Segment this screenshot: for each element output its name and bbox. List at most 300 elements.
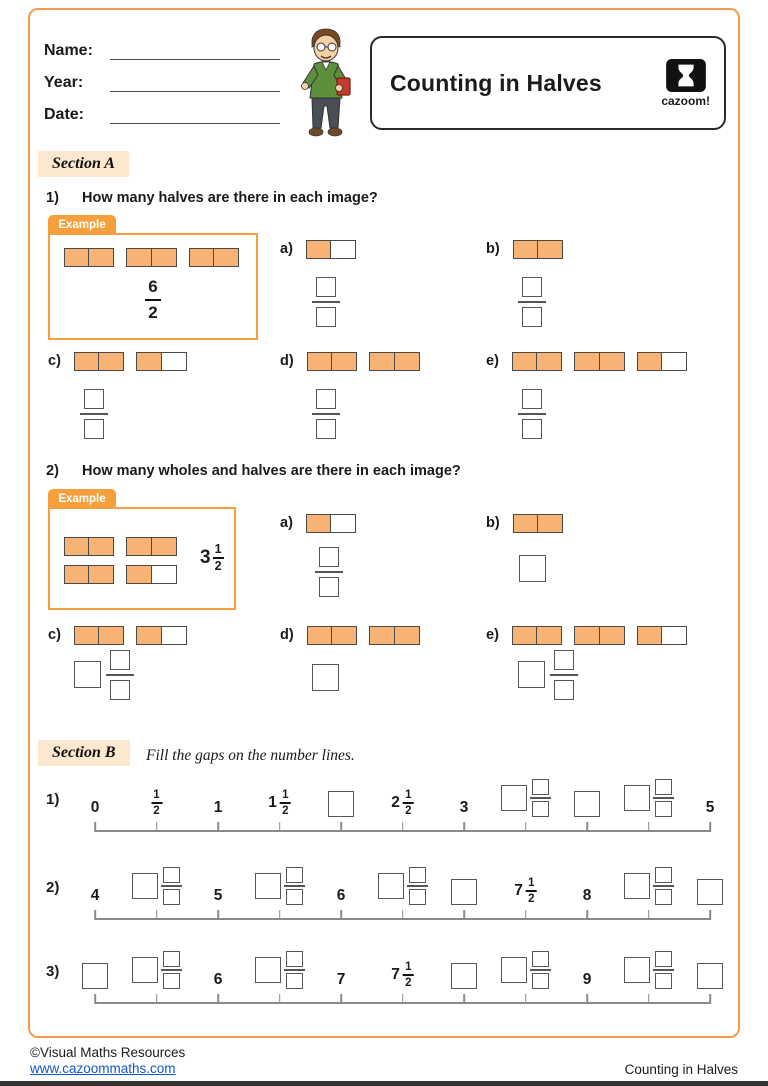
section-a-label: Section A	[38, 151, 129, 177]
fraction-label	[213, 543, 224, 573]
numerator: 1	[153, 789, 160, 802]
numberline-label	[460, 799, 469, 817]
whole-answer-box	[82, 963, 108, 989]
section-b-label: Section B	[38, 740, 130, 766]
half-bar	[64, 537, 114, 556]
fraction-line	[653, 797, 674, 799]
fraction-line	[315, 571, 343, 573]
numberline-value: 1	[213, 799, 223, 816]
item-label-e: e)	[486, 627, 499, 643]
half-cell-filled	[136, 626, 162, 645]
half-bar	[306, 514, 356, 533]
half-bar	[513, 240, 563, 259]
q1-answer-d	[312, 389, 340, 439]
half-cell-filled	[536, 352, 562, 371]
year-label: Year:	[44, 74, 84, 91]
fraction-answer-blank	[284, 951, 305, 989]
numerator-box	[522, 277, 542, 297]
numberline-blank-mixed	[501, 779, 551, 817]
numberline-blank-mixed	[255, 951, 305, 989]
numerator-box	[84, 389, 104, 409]
q1-item-d	[280, 352, 420, 371]
name-field	[44, 42, 280, 60]
half-cell-filled	[189, 248, 215, 267]
fraction-answer-blank	[312, 277, 340, 327]
half-bars	[513, 514, 563, 533]
denominator-box	[532, 801, 549, 817]
half-bars	[306, 514, 356, 533]
item-label-c: c)	[48, 627, 61, 643]
example-tab: Example	[48, 489, 116, 508]
whole-number: 7	[391, 966, 400, 984]
whole-answer-blank	[312, 664, 339, 691]
fraction-bar	[403, 974, 414, 976]
half-cell-filled	[98, 626, 124, 645]
numerator-box	[316, 277, 336, 297]
half-bar	[369, 626, 419, 645]
date-write-line	[110, 106, 280, 124]
numberline-blank-box	[451, 963, 477, 989]
numberline-value: 7	[336, 971, 346, 988]
page-bottom-edge	[0, 1081, 768, 1086]
numberline-blank-box	[574, 791, 600, 817]
item-label-b: b)	[486, 241, 500, 257]
half-cell-filled	[151, 537, 177, 556]
half-cell-filled	[64, 248, 90, 267]
fraction-answer-blank	[407, 867, 428, 905]
fraction-line	[530, 969, 551, 971]
half-cell-filled	[331, 626, 357, 645]
half-cell-filled	[88, 537, 114, 556]
numerator: 1	[214, 542, 222, 556]
q1-example-box	[48, 233, 258, 340]
worksheet-title: Counting in Halves	[390, 69, 602, 96]
whole-number: 1	[268, 794, 277, 812]
numberline-blank-box	[451, 879, 477, 905]
q1-item-e	[486, 352, 687, 371]
numberline-label	[337, 971, 346, 989]
q1-number: 1)	[46, 190, 59, 206]
q1-item-c	[48, 352, 187, 371]
footer-credit: ©Visual Maths Resources	[30, 1045, 186, 1060]
half-cell-filled	[536, 626, 562, 645]
numberline-2-number: 2)	[46, 879, 60, 896]
numberline-label	[214, 799, 223, 817]
q1-answer-a	[312, 277, 340, 327]
half-cell-filled	[74, 626, 100, 645]
numberline-blank-mixed	[132, 867, 182, 905]
q2-item-d	[280, 626, 420, 645]
numberline-value: 5	[705, 799, 715, 816]
whole-answer-box	[697, 879, 723, 905]
fraction-answer-blank	[653, 867, 674, 905]
half-cell-empty	[151, 565, 177, 584]
denominator-box	[163, 889, 180, 905]
numberline-label	[583, 971, 592, 989]
denominator-box	[286, 973, 303, 989]
half-bar	[126, 565, 176, 584]
fraction-line	[653, 885, 674, 887]
fraction-line	[284, 885, 305, 887]
half-cell-filled	[394, 352, 420, 371]
whole-answer-box	[519, 555, 546, 582]
denominator-box	[554, 680, 574, 700]
denominator: 2	[153, 804, 160, 817]
half-cell-filled	[537, 240, 563, 259]
fraction-answer-blank	[530, 951, 551, 989]
numberline-label	[391, 961, 414, 989]
footer-worksheet-name: Counting in Halves	[624, 1062, 738, 1077]
denominator-box	[655, 973, 672, 989]
half-cell-filled	[88, 565, 114, 584]
numberline-blank-mixed	[624, 867, 674, 905]
q2-item-a	[280, 514, 356, 533]
fraction-answer-blank	[106, 650, 134, 700]
numerator-box	[319, 547, 339, 567]
half-cell-filled	[64, 565, 90, 584]
numerator-box	[554, 650, 574, 670]
cazoom-logo-icon	[665, 58, 707, 93]
half-cell-filled	[307, 626, 333, 645]
half-bar	[74, 352, 124, 371]
denominator-box	[316, 307, 336, 327]
fraction-answer-blank	[315, 547, 343, 597]
numberline-value: 3	[459, 799, 469, 816]
item-label-d: d)	[280, 353, 294, 369]
whole-answer-box	[501, 957, 527, 983]
half-cell-empty	[161, 352, 187, 371]
fraction-bar	[403, 802, 414, 804]
numerator-box	[163, 951, 180, 967]
numberline-value: 0	[90, 799, 100, 816]
denominator: 2	[214, 558, 222, 573]
denominator-box	[286, 889, 303, 905]
whole-answer-box	[74, 661, 101, 688]
numerator-box	[532, 951, 549, 967]
numberline-blank-mixed	[624, 951, 674, 989]
whole-answer-box	[697, 963, 723, 989]
numerator-box	[316, 389, 336, 409]
denominator-box	[532, 973, 549, 989]
half-bars	[306, 240, 356, 259]
item-label-d: d)	[280, 627, 294, 643]
numerator: 1	[405, 789, 412, 802]
fraction-label	[526, 877, 537, 905]
numberline-blank-mixed	[501, 951, 551, 989]
fraction-bar	[145, 299, 161, 301]
year-field	[44, 74, 280, 92]
whole-answer-box	[132, 957, 158, 983]
numerator-box	[286, 951, 303, 967]
numberline-3-number: 3)	[46, 963, 60, 980]
numerator-box	[522, 389, 542, 409]
half-cell-filled	[599, 352, 625, 371]
footer-website-link[interactable]: www.cazoommaths.com	[30, 1061, 176, 1076]
item-label-b: b)	[486, 515, 500, 531]
fraction-answer-blank	[161, 867, 182, 905]
item-label-a: a)	[280, 241, 293, 257]
numberline-1-number: 1)	[46, 791, 60, 808]
half-bar	[574, 626, 624, 645]
name-write-line	[110, 42, 280, 60]
half-cell-filled	[98, 352, 124, 371]
q1-prompt: How many halves are there in each image?	[82, 190, 378, 206]
half-cell-filled	[537, 514, 563, 533]
q2-prompt: How many wholes and halves are there in each image?	[82, 463, 461, 479]
denominator-box	[163, 973, 180, 989]
whole-answer-box	[378, 873, 404, 899]
fraction-line	[161, 969, 182, 971]
date-field	[44, 106, 280, 124]
denominator: 2	[405, 804, 412, 817]
denominator: 2	[405, 976, 412, 989]
cazoom-logo	[661, 58, 710, 108]
half-bar	[574, 352, 624, 371]
half-bar	[189, 248, 239, 267]
numerator-box	[655, 867, 672, 883]
year-write-line	[110, 74, 280, 92]
half-bar	[512, 352, 562, 371]
whole-number: 2	[391, 794, 400, 812]
fraction-line	[518, 301, 546, 303]
numberline-value: 6	[213, 971, 223, 988]
numerator: 1	[282, 789, 289, 802]
half-cell-filled	[394, 626, 420, 645]
example-answer-fraction	[145, 277, 161, 322]
numberline-blank-mixed	[378, 867, 428, 905]
fraction-line	[550, 674, 578, 676]
numberline-label	[214, 971, 223, 989]
half-bars	[307, 352, 420, 371]
numerator-box	[655, 951, 672, 967]
half-bar	[136, 352, 186, 371]
mixed-answer-blank	[74, 650, 134, 700]
example-denominator: 2	[148, 302, 158, 322]
half-bar	[64, 248, 114, 267]
example-half-bar-rows	[64, 537, 177, 584]
half-cell-filled	[574, 626, 600, 645]
half-bar	[637, 626, 687, 645]
fraction-bar	[151, 802, 162, 804]
example-numerator: 6	[148, 277, 158, 296]
q2-example-box	[48, 507, 236, 610]
teacher-illustration	[290, 26, 362, 144]
numberline-blank-mixed	[255, 867, 305, 905]
numerator-box	[409, 867, 426, 883]
cazoom-logo-text: cazoom!	[661, 94, 710, 108]
item-label-e: e)	[486, 353, 499, 369]
numberline-value: 8	[582, 887, 592, 904]
whole-answer-box	[132, 873, 158, 899]
numerator: 1	[528, 877, 535, 890]
fraction-line	[106, 674, 134, 676]
mixed-answer-blank	[518, 650, 578, 700]
numberline-label	[391, 789, 414, 817]
half-bars	[512, 626, 687, 645]
half-cell-filled	[151, 248, 177, 267]
q2-answer-a	[315, 547, 343, 597]
denominator-box	[319, 577, 339, 597]
fraction-line	[284, 969, 305, 971]
fraction-bar	[280, 802, 291, 804]
fraction-answer-blank	[550, 650, 578, 700]
whole-answer-box	[518, 661, 545, 688]
half-bar	[74, 626, 124, 645]
q2-item-c	[48, 626, 187, 645]
numberline-label	[337, 887, 346, 905]
fraction-label	[403, 789, 414, 817]
whole-answer-box	[624, 785, 650, 811]
half-cell-filled	[513, 240, 539, 259]
half-bar	[369, 352, 419, 371]
numberline-label	[214, 887, 223, 905]
half-bar	[513, 514, 563, 533]
fraction-answer-blank	[518, 277, 546, 327]
half-cell-filled	[74, 352, 100, 371]
q2-answer-c	[74, 650, 134, 700]
example-tab: Example	[48, 215, 116, 234]
half-bar-row	[64, 537, 177, 556]
fraction-line	[80, 413, 108, 415]
number-line-3	[95, 942, 710, 1004]
fraction-line	[407, 885, 428, 887]
item-label-a: a)	[280, 515, 293, 531]
half-bar	[306, 240, 356, 259]
half-bars	[513, 240, 563, 259]
half-cell-filled	[574, 352, 600, 371]
fraction-answer-blank	[312, 389, 340, 439]
numberline-blank-box	[697, 963, 723, 989]
half-cell-filled	[88, 248, 114, 267]
fraction-answer-blank	[80, 389, 108, 439]
fraction-answer-blank	[284, 867, 305, 905]
fraction-line	[312, 413, 340, 415]
numberline-blank-box	[82, 963, 108, 989]
example-half-bars	[64, 248, 239, 267]
number-line-1	[90, 770, 715, 832]
numberline-blank-box	[328, 791, 354, 817]
fraction-line	[312, 301, 340, 303]
half-bar	[64, 565, 114, 584]
numberline-value: 4	[90, 887, 100, 904]
half-cell-filled	[64, 537, 90, 556]
numberline-label	[151, 789, 162, 817]
denominator: 2	[282, 804, 289, 817]
half-cell-empty	[330, 240, 356, 259]
numberline-base	[95, 1002, 710, 1004]
numberline-value: 9	[582, 971, 592, 988]
half-bar	[307, 626, 357, 645]
denominator-box	[84, 419, 104, 439]
half-cell-empty	[661, 352, 687, 371]
denominator-box	[316, 419, 336, 439]
fraction-label	[403, 961, 414, 989]
numberline-label	[706, 799, 715, 817]
numberline-value: 6	[336, 887, 346, 904]
half-cell-filled	[512, 352, 538, 371]
half-bars	[512, 352, 687, 371]
denominator-box	[110, 680, 130, 700]
half-cell-filled	[369, 352, 395, 371]
fraction-answer-blank	[653, 779, 674, 817]
whole-answer-box	[312, 664, 339, 691]
half-cell-filled	[599, 626, 625, 645]
title-box	[370, 36, 726, 130]
denominator: 2	[528, 892, 535, 905]
half-bar	[136, 626, 186, 645]
denominator-box	[522, 419, 542, 439]
half-cell-filled	[369, 626, 395, 645]
numberline-base	[95, 830, 710, 832]
denominator-box	[409, 889, 426, 905]
fraction-answer-blank	[653, 951, 674, 989]
fraction-line	[653, 969, 674, 971]
number-line-2	[90, 858, 710, 920]
fraction-bar	[526, 890, 537, 892]
numerator-box	[655, 779, 672, 795]
fraction-line	[161, 885, 182, 887]
denominator-box	[522, 307, 542, 327]
half-cell-filled	[136, 352, 162, 371]
section-b-instruction: Fill the gaps on the number lines.	[146, 747, 355, 764]
whole-number: 7	[514, 882, 523, 900]
numberline-label	[91, 887, 100, 905]
numberline-blank-box	[697, 879, 723, 905]
fraction-line	[518, 413, 546, 415]
half-cell-filled	[513, 514, 539, 533]
q1-answer-e	[518, 389, 546, 439]
half-cell-filled	[637, 352, 663, 371]
denominator-box	[655, 801, 672, 817]
half-bars	[74, 626, 187, 645]
numberline-label	[514, 877, 537, 905]
half-cell-filled	[331, 352, 357, 371]
q1-answer-c	[80, 389, 108, 439]
q2-answer-e	[518, 650, 578, 700]
whole-answer-box	[624, 873, 650, 899]
date-label: Date:	[44, 106, 85, 123]
q1-item-b	[486, 240, 563, 259]
numerator-box	[532, 779, 549, 795]
half-bars	[307, 626, 420, 645]
fraction-answer-blank	[518, 389, 546, 439]
numerator-box	[110, 650, 130, 670]
numerator: 1	[405, 961, 412, 974]
q1-item-a	[280, 240, 356, 259]
example-answer-mixed	[200, 543, 224, 573]
numberline-value: 5	[213, 887, 223, 904]
q2-number: 2)	[46, 463, 59, 479]
half-cell-empty	[161, 626, 187, 645]
whole-answer-box	[328, 791, 354, 817]
half-bar	[126, 248, 176, 267]
half-cell-filled	[213, 248, 239, 267]
q2-answer-b	[519, 555, 546, 582]
name-label: Name:	[44, 42, 93, 59]
half-cell-filled	[126, 565, 152, 584]
fraction-answer-blank	[161, 951, 182, 989]
numberline-label	[91, 799, 100, 817]
whole-answer-blank	[519, 555, 546, 582]
half-cell-empty	[661, 626, 687, 645]
fraction-label	[151, 789, 162, 817]
fraction-answer-blank	[530, 779, 551, 817]
half-cell-filled	[126, 537, 152, 556]
half-bar	[512, 626, 562, 645]
whole-answer-box	[501, 785, 527, 811]
item-label-c: c)	[48, 353, 61, 369]
half-bar	[307, 352, 357, 371]
